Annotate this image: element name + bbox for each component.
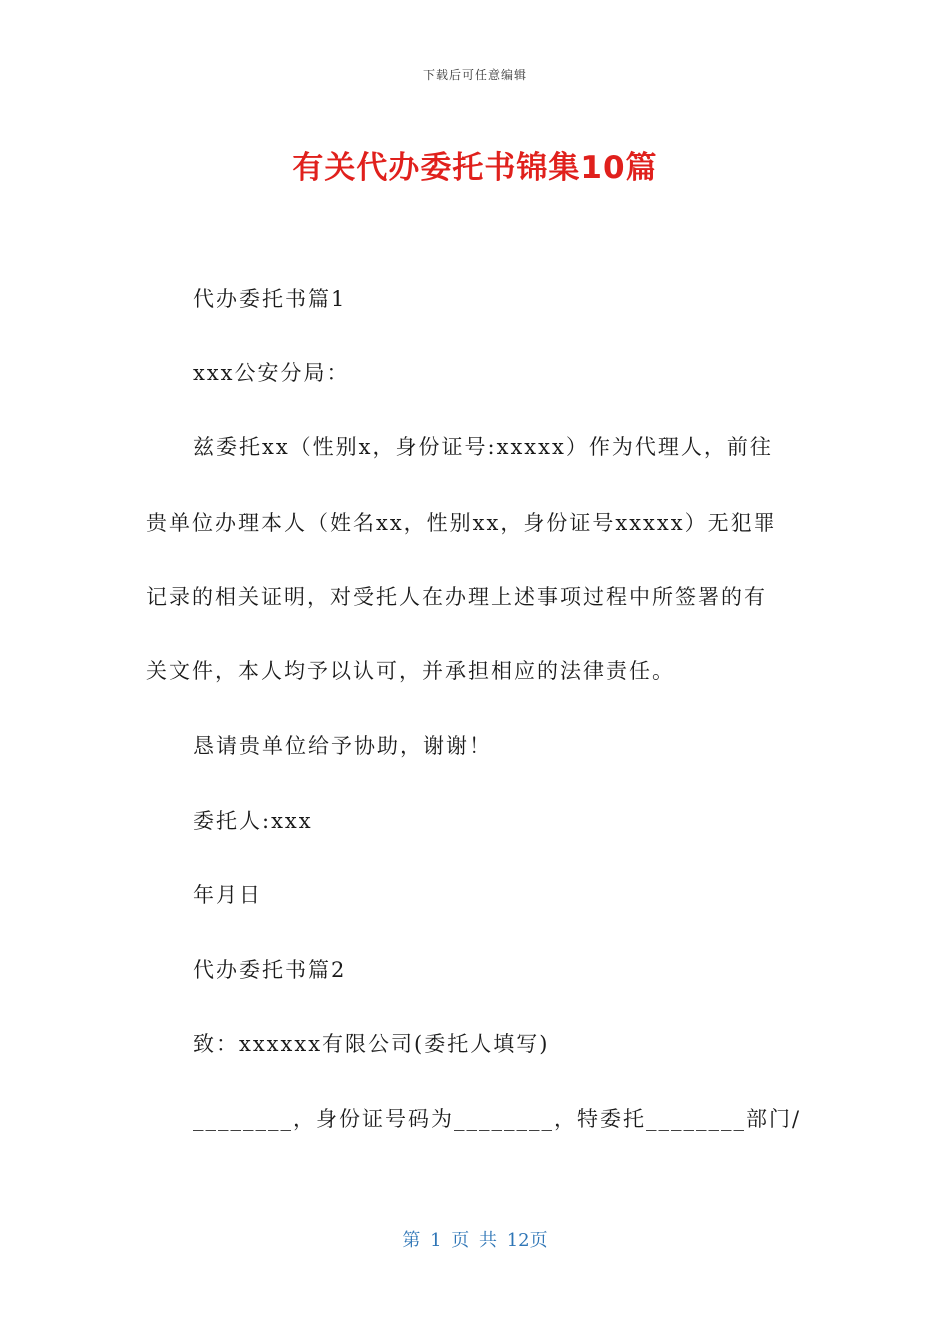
addressee-line: xxx公安分局： (193, 361, 350, 385)
paragraph-line: 贵单位办理本人（姓名xx，性别xx，身份证号xxxxx）无犯罪 (146, 511, 777, 535)
request-line: 恳请贵单位给予协助，谢谢！ (193, 734, 492, 758)
document-title: 有关代办委托书锦集10篇 (292, 150, 658, 186)
paragraph-line: 兹委托xx（性别x，身份证号:xxxxx）作为代理人，前往 (193, 435, 773, 459)
fill-in-line: ________，身份证号码为________，特委托________部门/ (193, 1107, 802, 1131)
section-heading-1: 代办委托书篇1 (193, 287, 347, 311)
paragraph-line: 记录的相关证明，对受托人在办理上述事项过程中所签署的有 (146, 585, 767, 609)
header-note: 下载后可任意编辑 (422, 68, 527, 82)
principal-line: 委托人:xxx (193, 809, 313, 833)
section-heading-2: 代办委托书篇2 (193, 958, 347, 982)
date-line: 年月日 (193, 883, 262, 907)
page-footer: 第 1 页 共 12页 (402, 1230, 548, 1251)
addressee-line-2: 致：xxxxxx有限公司(委托人填写) (193, 1032, 550, 1056)
paragraph-line: 关文件，本人均予以认可，并承担相应的法律责任。 (146, 659, 675, 683)
